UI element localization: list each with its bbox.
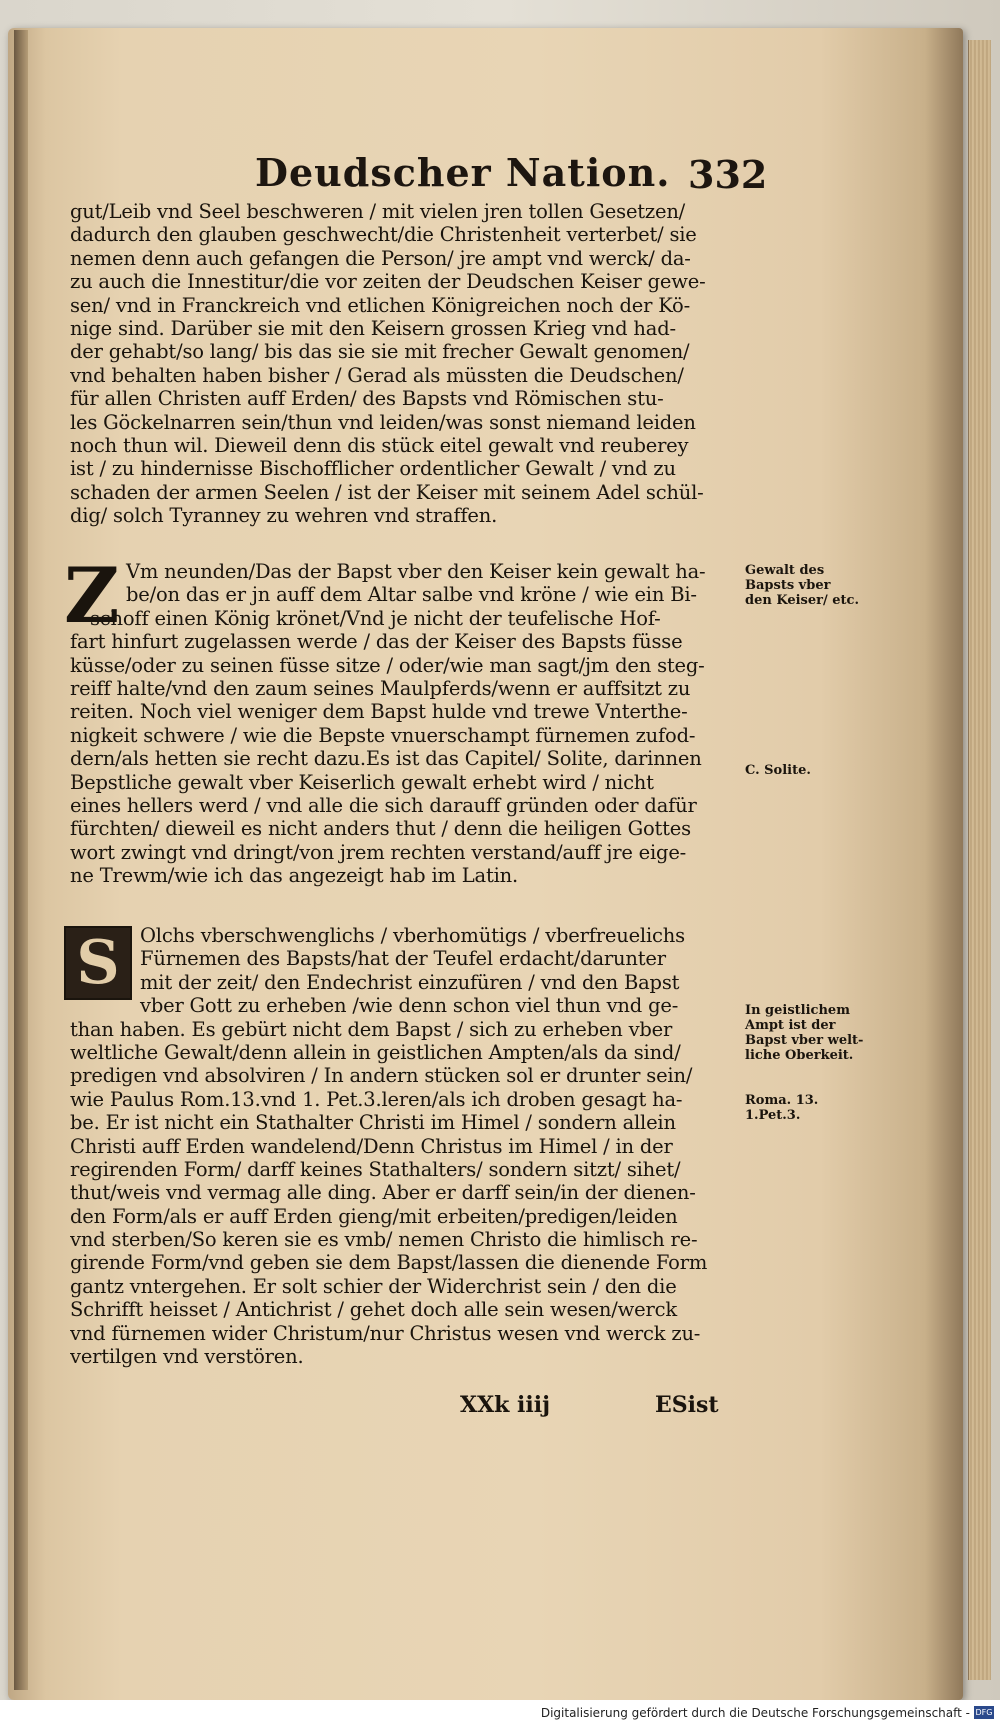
text-line: vnd behalten haben bisher / Gerad als müssten die Deudschen/ <box>70 363 684 387</box>
text-line: regirenden Form/ darff keines Stathalters/ sondern sitzt/ sihet/ <box>70 1157 681 1181</box>
marginal-line: Ampt ist der <box>745 1018 836 1033</box>
text-line: Vm neunden/Das der Bapst vber den Keiser kein gewalt ha- <box>126 560 706 583</box>
text-line: nigkeit schwere / wie die Bepste vnuerschampt fürnemen zufod- <box>70 723 696 747</box>
text-line: sen/ vnd in Franckreich vnd etlichen Königreichen noch der Kö- <box>70 293 690 317</box>
ornamented-initial-s: S <box>64 926 132 1000</box>
book-gutter <box>14 30 28 1690</box>
text-line: für allen Christen auff Erden/ des Bapsts vnd Römischen stu- <box>70 387 664 411</box>
text-line: vnd sterben/So keren sie es vmb/ nemen Christo die himlisch re- <box>70 1228 698 1252</box>
text-line: fart hinfurt zugelassen werde / das der Keiser des Bapsts füsse <box>70 630 683 654</box>
marginal-line: C. Solite. <box>745 763 811 778</box>
paragraph-1 <box>70 200 743 527</box>
text-line: reiff halte/vnd den zaum seines Maulpferds/wenn er auffsitzt zu <box>70 676 691 700</box>
text-line: Schrifft heisset / Antichrist / gehet doch alle sein wesen/werck <box>70 1298 677 1322</box>
text-line: Olchs vberschwenglichs / vberhomütigs / vberfreuelichs <box>140 924 685 947</box>
text-line: predigen vnd absolviren / In andern stücken sol er drunter sein/ <box>70 1064 693 1088</box>
paragraph-3 <box>70 924 743 1368</box>
text-line: than haben. Es gebürt nicht dem Bapst / sich zu erheben vber <box>70 1017 673 1041</box>
text-line: küsse/oder zu seinen füsse sitze / oder/wie man sagt/jm den steg- <box>70 653 705 677</box>
text-line: weltliche Gewalt/denn allein in geistlichen Ampten/als da sind/ <box>70 1040 681 1064</box>
running-title: Deudscher Nation. <box>255 150 671 195</box>
text-line: fürchten/ dieweil es nicht anders thut / denn die heiligen Gottes <box>70 817 691 841</box>
text-line: wie Paulus Rom.13.vnd 1. Pet.3.leren/als ich droben gesagt ha- <box>70 1087 683 1111</box>
text-line: mit der zeit/ den Endechrist einzufüren / vnd den Bapst <box>140 970 680 994</box>
text-line: noch thun wil. Dieweil denn dis stück eitel gewalt vnd reuberey <box>70 433 689 457</box>
marginal-line: Bapst vber welt- <box>745 1033 864 1048</box>
paragraph-2 <box>70 560 743 887</box>
marginal-line: Gewalt des <box>745 563 825 578</box>
dfg-logo: DFG <box>975 1708 993 1717</box>
text-line: vertilgen vnd verstören. <box>70 1345 304 1369</box>
marginal-line: 1.Pet.3. <box>745 1108 801 1123</box>
text-line: gantz vntergehen. Er solt schier der Widerchrist sein / den die <box>70 1274 677 1298</box>
text-line: be. Er ist nicht ein Stathalter Christi im Himel / sondern allein <box>70 1111 676 1135</box>
marginal-line: Bapsts vber <box>745 578 831 593</box>
page-edges <box>968 40 991 1680</box>
drop-initial-z: Z <box>64 551 120 640</box>
text-line: nemen denn auch gefangen die Person/ jre ampt vnd werck/ da- <box>70 246 691 270</box>
page-number: 332 <box>688 152 768 197</box>
text-line: les Göckelnarren sein/thun vnd leiden/was sonst niemand leiden <box>70 410 696 434</box>
text-line: eines hellers werd / vnd alle die sich darauff gründen oder dafür <box>70 793 697 817</box>
text-line: vber Gott zu erheben /wie denn schon viel thun vnd ge- <box>140 994 679 1018</box>
text-line: wort zwingt vnd dringt/von jrem rechten verstand/auff jre eige- <box>70 840 687 864</box>
text-line: zu auch die Innestitur/die vor zeiten der Deudschen Keiser gewe- <box>70 270 706 294</box>
text-line: dig/ solch Tyranney zu wehren vnd straffen. <box>70 504 498 528</box>
text-line: schaden der armen Seelen / ist der Keiser mit seinem Adel schül- <box>70 480 704 504</box>
text-line: girende Form/vnd geben sie dem Bapst/lassen die dienende Form <box>70 1251 708 1275</box>
text-line: nige sind. Darüber sie mit den Keisern grossen Krieg vnd had- <box>70 316 676 340</box>
marginal-line: den Keiser/ etc. <box>745 593 859 608</box>
text-line: reiten. Noch viel weniger dem Bapst hulde vnd trewe Vnterthe- <box>70 700 688 724</box>
catchword: ESist <box>655 1392 719 1418</box>
text-line: ist / zu hindernisse Bischofflicher ordentlicher Gewalt / vnd zu <box>70 457 676 481</box>
text-line: Fürnemen des Bapsts/hat der Teufel erdacht/darunter <box>140 947 666 971</box>
funding-credit: Digitalisierung gefördert durch die Deutsche Forschungsgemeinschaft - <box>540 1706 970 1720</box>
marginal-line: liche Oberkeit. <box>745 1048 854 1063</box>
footer-bar <box>0 1700 1000 1726</box>
marginal-line: In geistlichem <box>745 1003 850 1018</box>
marginal-note <box>745 1003 875 1063</box>
text-line: dern/als hetten sie recht dazu.Es ist das Capitel/ Solite, darinnen <box>70 747 702 771</box>
text-line: schoff einen König krönet/Vnd je nicht der teufelische Hof- <box>90 606 661 630</box>
text-line: der gehabt/so lang/ bis das sie sie mit frecher Gewalt genomen/ <box>70 340 690 364</box>
text-line: vnd fürnemen wider Christum/nur Christus wesen vnd werck zu- <box>70 1321 701 1345</box>
marginal-note <box>745 563 875 608</box>
text-line: den Form/als er auff Erden gieng/mit erbeiten/predigen/leiden <box>70 1204 678 1228</box>
text-line: ne Trewm/wie ich das angezeigt hab im Latin. <box>70 864 518 888</box>
text-line: dadurch den glauben geschwecht/die Christenheit verterbet/ sie <box>70 223 697 247</box>
marginal-line: Roma. 13. <box>745 1093 819 1108</box>
text-line: Christi auff Erden wandelend/Denn Christus im Himel / in der <box>70 1134 673 1158</box>
text-line: thut/weis vnd vermag alle ding. Aber er darff sein/in der dienen- <box>70 1181 696 1205</box>
text-line: Bepstliche gewalt vber Keiserlich gewalt erhebt wird / nicht <box>70 770 654 794</box>
text-line: be/on das er jn auff dem Altar salbe vnd kröne / wie ein Bi- <box>126 583 697 607</box>
text-line: gut/Leib vnd Seel beschweren / mit vielen jren tollen Gesetzen/ <box>70 200 686 223</box>
marginal-note <box>745 1093 875 1123</box>
marginal-note <box>745 763 875 778</box>
signature-mark: XXk iiij <box>460 1392 551 1418</box>
